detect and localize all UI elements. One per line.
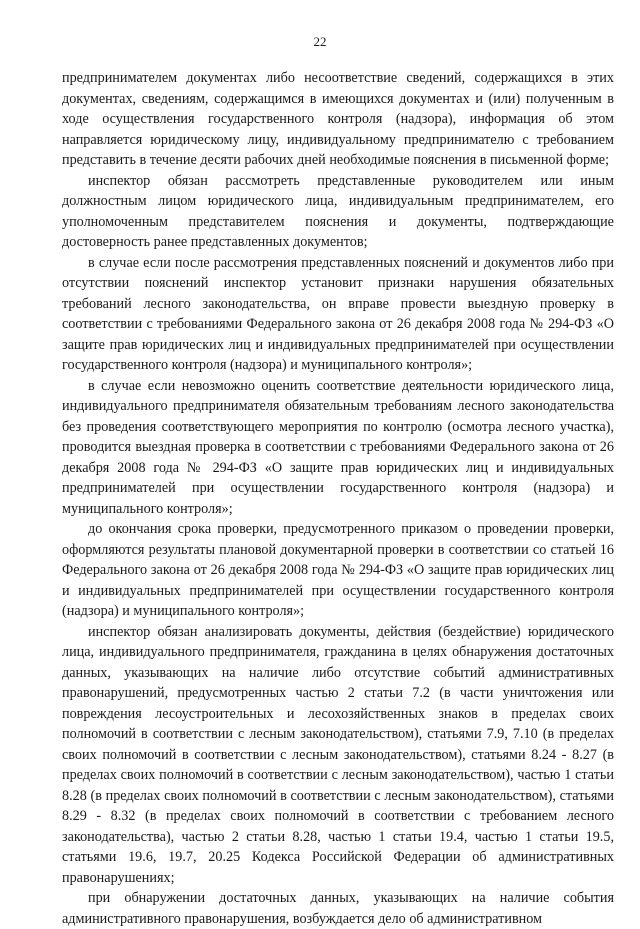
- paragraph-continuation: предпринимателем документах либо несоответствие сведений, содержащихся в этих документах, сведениям, содержащимся в имеющихся документах и (или) полученным в ходе осуществления государственного контроля (надзора), информация об этом направляется юридическому лицу, индивидуальному предпринимателю с требованием представить в течение десяти рабочих дней необходимые пояснения в письменной форме;: [62, 70, 614, 168]
- page-body: [62, 68, 614, 929]
- paragraph-inspector-analysis: инспектор обязан анализировать документы, действия (бездействие) юридического лица, индивидуального предпринимателя, гражданина в целях обнаружения достаточных данных, указывающих на наличие либо отсутствие событий административных правонарушений, предусмотренных частью 2 статьи 7.2 (в части уничтожения или повреждения лесоустроительных и лесохозяйственных знаков в пределах своих полномочий в соответствии с лесным законодательством), статьями 7.9, 7.10 (в пределах своих полномочий в соответствии с лесным законодательством), статьями 8.24 - 8.27 (в пределах своих полномочий в соответствии с лесным законодательством), частью 1 статьи 8.28 (в пределах своих полномочий в соответствии с лесным законодательством), статьями 8.29 - 8.32 (в пределах своих полномочий в соответствии с требованием лесного законодательства), частью 2 статьи 8.28, частью 1 статьи 19.4, частью 1 статьи 19.5, статьями 19.6, 19.7, 20.25 Кодекса Российской Федерации об административных правонарушениях;: [62, 623, 614, 886]
- paragraph-field-inspection: в случае если после рассмотрения представленных пояснений и документов либо при отсутствии пояснений инспектор установит признаки нарушения обязательных требований лесного законодательства, он вправе провести выездную проверку в соответствии с требованиями Федерального закона от 26 декабря 2008 года № 294-ФЗ «О защите прав юридических лиц и индивидуальных предпринимателей при осуществлении государственного контроля (надзора) и муниципального контроля»;: [62, 254, 614, 373]
- paragraph-site-inspection: в случае если невозможно оценить соответствие деятельности юридического лица, индивидуального предпринимателя обязательным требованиям лесного законодательства без проведения соответствующего мероприятия по контролю (осмотра лесного участка), проводится выездная проверка в соответствии с требованиями Федерального закона от 26 декабря 2008 года № 294-ФЗ «О защите прав юридических лиц и индивидуальных предпринимателей при осуществлении государственного контроля (надзора) и муниципального контроля»;: [62, 377, 614, 517]
- paragraph-results: до окончания срока проверки, предусмотренного приказом о проведении проверки, оформляются результаты плановой документарной проверки в соответствии со статьей 16 Федерального закона от 26 декабря 2008 года № 294-ФЗ «О защите прав юридических лиц и индивидуальных предпринимателей при осуществлении государственного контроля (надзора) и муниципального контроля»;: [62, 521, 614, 619]
- page-number: 22: [313, 34, 327, 49]
- paragraph-inspector-review: инспектор обязан рассмотреть представленные руководителем или иным должностным лицом юридического лица, индивидуальным предпринимателем, его уполномоченным представителем пояснения и документы, подтверждающие достоверность ранее представленных документов;: [62, 172, 614, 250]
- paragraph-violation-case: при обнаружении достаточных данных, указывающих на наличие события административного правонарушения, возбуждается дело об административном: [62, 890, 614, 927]
